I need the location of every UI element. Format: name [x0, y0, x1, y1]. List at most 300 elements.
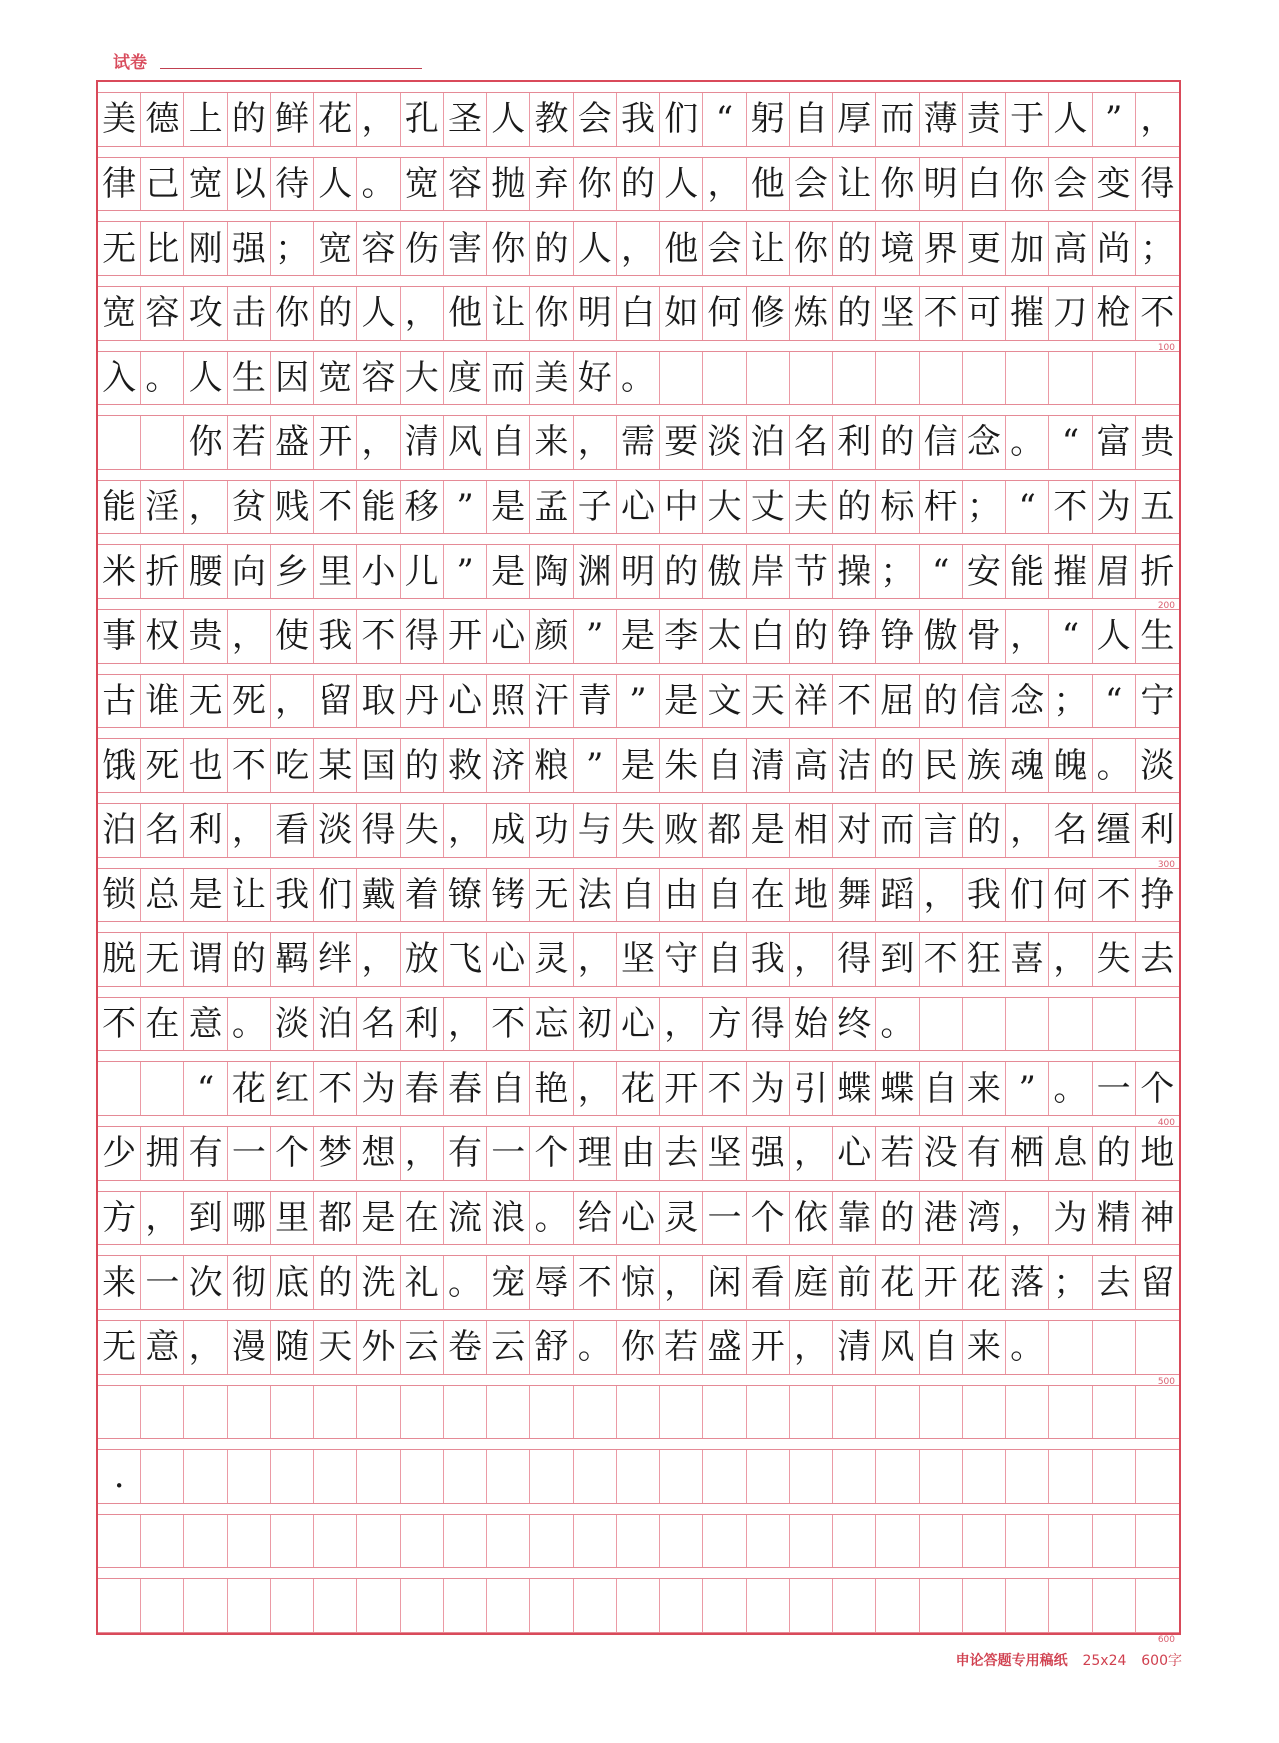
handwritten-char: 得 [1140, 163, 1175, 204]
handwritten-char: 青 [577, 680, 612, 721]
grid-cell [184, 222, 227, 275]
handwritten-char: 小 [361, 551, 396, 592]
handwritten-char: 的 [793, 616, 828, 657]
handwritten-char: 来 [966, 1327, 1001, 1368]
grid-cell [444, 1192, 487, 1245]
grid-cell [1093, 933, 1136, 986]
grid-cell [1136, 998, 1179, 1051]
grid-cell [487, 158, 530, 211]
handwritten-char: ” [1018, 1068, 1036, 1109]
grid-cell [790, 739, 833, 792]
grid-cell [703, 1321, 746, 1374]
handwritten-char: 自 [707, 874, 742, 915]
grid-cell [660, 352, 703, 405]
handwritten-char: ， [275, 680, 310, 721]
handwritten-char: 镣 [448, 874, 483, 915]
grid-cell [357, 675, 400, 728]
handwritten-char: 留 [1140, 1262, 1175, 1303]
handwritten-char: 无 [145, 939, 180, 980]
grid-cell [703, 481, 746, 534]
handwritten-char: 操 [837, 551, 872, 592]
handwritten-char: . [113, 1456, 125, 1497]
grid-cell [357, 1321, 400, 1374]
handwritten-char: 花 [966, 1262, 1001, 1303]
handwritten-char: 而 [880, 810, 915, 851]
handwritten-char: 。 [448, 1262, 483, 1303]
grid-cell [98, 352, 141, 405]
handwritten-char: 盛 [275, 422, 310, 463]
grid-cell [963, 675, 1006, 728]
handwritten-char: 来 [966, 1068, 1001, 1109]
grid-cell [963, 933, 1006, 986]
grid-cell [574, 416, 617, 469]
handwritten-char: 与 [577, 810, 612, 851]
grid-cell [963, 1515, 1006, 1568]
grid-cell [141, 416, 184, 469]
grid-cell [703, 1515, 746, 1568]
handwritten-char: 是 [491, 551, 526, 592]
handwritten-char: 。 [620, 357, 655, 398]
handwritten-char: 铮 [837, 616, 872, 657]
grid-cell [1049, 545, 1092, 598]
handwritten-char: 枪 [1096, 293, 1131, 334]
handwritten-char: ， [577, 1068, 612, 1109]
grid-cell [1093, 352, 1136, 405]
grid-cell [271, 739, 314, 792]
handwritten-char: 盛 [707, 1327, 742, 1368]
handwritten-char: 为 [750, 1068, 785, 1109]
grid-cell [660, 1386, 703, 1439]
grid-row [98, 544, 1179, 611]
handwritten-char: 来 [102, 1262, 137, 1303]
grid-cell [747, 1515, 790, 1568]
handwritten-char: 花 [620, 1068, 655, 1109]
grid-cell [141, 1386, 184, 1439]
handwritten-char: 尚 [1096, 228, 1131, 269]
handwritten-char: 宽 [404, 163, 439, 204]
handwritten-char: 美 [102, 99, 137, 140]
handwritten-char: 白 [750, 616, 785, 657]
grid-cell [963, 804, 1006, 857]
grid-cell [184, 610, 227, 663]
handwritten-char: 缰 [1096, 810, 1131, 851]
grid-cell [1093, 610, 1136, 663]
handwritten-char: 念 [966, 422, 1001, 463]
handwritten-char: 族 [966, 745, 1001, 786]
grid-cell [876, 1450, 919, 1503]
grid-cell [271, 1192, 314, 1245]
grid-cell [920, 416, 963, 469]
handwritten-char: 心 [620, 1197, 655, 1238]
handwritten-char: 于 [1010, 99, 1045, 140]
grid-cell [314, 610, 357, 663]
grid-cell [487, 1450, 530, 1503]
grid-cell [141, 933, 184, 986]
handwritten-char: 到 [880, 939, 915, 980]
handwritten-char: 会 [707, 228, 742, 269]
grid-cell [444, 610, 487, 663]
grid-cell [1136, 158, 1179, 211]
grid-cell [487, 352, 530, 405]
grid-cell [920, 158, 963, 211]
handwritten-char: 如 [664, 293, 699, 334]
grid-cell [487, 1515, 530, 1568]
grid-cell [963, 416, 1006, 469]
handwritten-char: 理 [577, 1133, 612, 1174]
handwritten-char: 折 [1140, 551, 1175, 592]
grid-cell [1006, 287, 1049, 340]
grid-cell [660, 222, 703, 275]
handwritten-char: 眉 [1096, 551, 1131, 592]
grid-cell [228, 158, 271, 211]
grid-cell [963, 1579, 1006, 1632]
grid-cell [228, 1321, 271, 1374]
grid-cell [228, 1386, 271, 1439]
grid-cell [920, 1256, 963, 1309]
grid-cell [530, 1192, 573, 1245]
grid-cell [271, 1321, 314, 1374]
handwritten-char: 总 [145, 874, 180, 915]
handwritten-char: 济 [491, 745, 526, 786]
grid-cell [617, 804, 660, 857]
handwritten-char: 某 [318, 745, 353, 786]
grid-cell [357, 352, 400, 405]
grid-cell [444, 222, 487, 275]
grid-cell [703, 1192, 746, 1245]
grid-cell [876, 675, 919, 728]
grid-cell [357, 610, 400, 663]
grid-cell [444, 1450, 487, 1503]
handwritten-char: 的 [318, 293, 353, 334]
grid-cell [876, 481, 919, 534]
grid-cell [703, 1062, 746, 1115]
handwritten-char: 没 [923, 1133, 958, 1174]
handwritten-char: 粮 [534, 745, 569, 786]
grid-cell [228, 998, 271, 1051]
grid-cell [530, 1579, 573, 1632]
grid-cell [444, 1515, 487, 1568]
grid-cell [1049, 1062, 1092, 1115]
grid-row [98, 415, 1179, 470]
handwritten-char: 淫 [145, 487, 180, 528]
grid-cell [228, 1256, 271, 1309]
handwritten-char: 朱 [664, 745, 699, 786]
handwritten-char: ； [275, 228, 310, 269]
grid-cell [574, 545, 617, 598]
grid-cell [660, 675, 703, 728]
handwritten-char: 孔 [404, 99, 439, 140]
grid-cell [876, 739, 919, 792]
grid-cell [876, 933, 919, 986]
grid-cell [1093, 1256, 1136, 1309]
handwritten-char: ； [1053, 680, 1088, 721]
grid-cell [444, 998, 487, 1051]
grid-cell [1136, 1579, 1179, 1632]
handwritten-char: 。 [361, 163, 396, 204]
handwritten-char: 杆 [923, 487, 958, 528]
grid-cell [617, 222, 660, 275]
grid-cell [833, 222, 876, 275]
handwritten-char: 更 [966, 228, 1001, 269]
grid-cell [98, 1515, 141, 1568]
grid-cell [184, 287, 227, 340]
grid-cell [1136, 545, 1179, 598]
grid-cell [1136, 1386, 1179, 1439]
grid-cell [98, 998, 141, 1051]
handwritten-char: 在 [145, 1004, 180, 1045]
handwritten-char: 自 [707, 939, 742, 980]
handwritten-char: 无 [102, 228, 137, 269]
handwritten-char: 们 [318, 874, 353, 915]
handwritten-char: 饿 [102, 745, 137, 786]
handwritten-char: 败 [664, 810, 699, 851]
grid-cell [141, 93, 184, 146]
grid-cell [271, 804, 314, 857]
grid-cell [141, 481, 184, 534]
grid-cell [920, 222, 963, 275]
handwritten-char: “ [1018, 487, 1036, 528]
handwritten-char: ； [966, 487, 1001, 528]
handwritten-char: 我 [318, 616, 353, 657]
handwritten-char: 丈 [750, 487, 785, 528]
grid-cell [833, 1515, 876, 1568]
grid-cell [1136, 610, 1179, 663]
handwritten-char: 浪 [491, 1197, 526, 1238]
handwritten-char: 利 [1140, 810, 1175, 851]
handwritten-char: 闲 [707, 1262, 742, 1303]
grid-cell [1049, 739, 1092, 792]
grid-cell [401, 1386, 444, 1439]
handwritten-char: 法 [577, 874, 612, 915]
handwritten-char: 湾 [966, 1197, 1001, 1238]
handwritten-char: 得 [750, 1004, 785, 1045]
grid-cell [703, 222, 746, 275]
grid-cell [1049, 1515, 1092, 1568]
grid-cell [1093, 93, 1136, 146]
handwritten-char: 是 [750, 810, 785, 851]
handwritten-char: 容 [361, 357, 396, 398]
grid-cell [660, 998, 703, 1051]
grid-cell [401, 998, 444, 1051]
handwritten-char: 民 [923, 745, 958, 786]
grid-cell [357, 1256, 400, 1309]
handwritten-char: 拥 [145, 1133, 180, 1174]
handwritten-char: 。 [1010, 1327, 1045, 1368]
grid-cell [1136, 869, 1179, 922]
handwritten-char: 贫 [231, 487, 266, 528]
grid-cell [833, 1321, 876, 1374]
grid-cell [1093, 1321, 1136, 1374]
handwritten-char: 魂 [1010, 745, 1045, 786]
grid-cell [271, 1062, 314, 1115]
grid-cell [228, 352, 271, 405]
grid-cell [574, 352, 617, 405]
grid-cell [228, 545, 271, 598]
grid-cell [747, 1321, 790, 1374]
grid-cell [1093, 1515, 1136, 1568]
grid-cell [530, 352, 573, 405]
grid-cell [617, 1515, 660, 1568]
grid-cell [617, 287, 660, 340]
grid-cell [876, 1062, 919, 1115]
grid-cell [963, 287, 1006, 340]
handwritten-char: 魄 [1053, 745, 1088, 786]
grid-cell [314, 352, 357, 405]
grid-cell [271, 545, 314, 598]
grid-row [98, 157, 1179, 212]
handwritten-char: ， [620, 228, 655, 269]
handwritten-char: 美 [534, 357, 569, 398]
handwritten-char: 使 [275, 616, 310, 657]
grid-cell [141, 1515, 184, 1568]
grid-cell [184, 933, 227, 986]
handwritten-char: 容 [361, 228, 396, 269]
handwritten-char: 因 [275, 357, 310, 398]
grid-cell [141, 804, 184, 857]
grid-cell [530, 1515, 573, 1568]
grid-cell [530, 93, 573, 146]
grid-cell [963, 1321, 1006, 1374]
grid-cell [876, 1192, 919, 1245]
handwritten-char: 你 [880, 163, 915, 204]
handwritten-char: 梦 [318, 1133, 353, 1174]
char-counter-label: 200 [1157, 601, 1175, 611]
grid-cell [184, 869, 227, 922]
grid-cell [357, 93, 400, 146]
handwritten-char: 自 [793, 99, 828, 140]
handwritten-char: 若 [664, 1327, 699, 1368]
grid-cell [660, 1192, 703, 1245]
handwritten-char: 谁 [145, 680, 180, 721]
handwritten-char: 不 [102, 1004, 137, 1045]
grid-cell [184, 1192, 227, 1245]
grid-cell [487, 416, 530, 469]
handwritten-char: 子 [577, 487, 612, 528]
handwritten-char: 开 [318, 422, 353, 463]
handwritten-char: 铐 [491, 874, 526, 915]
handwritten-char: 富 [1096, 422, 1131, 463]
grid-cell [1136, 1062, 1179, 1115]
grid-cell [703, 1386, 746, 1439]
grid-cell [1136, 1256, 1179, 1309]
handwritten-char: 死 [145, 745, 180, 786]
grid-cell [617, 93, 660, 146]
grid-cell [747, 481, 790, 534]
handwritten-char: 淡 [275, 1004, 310, 1045]
handwritten-char: 始 [793, 1004, 828, 1045]
grid-cell [271, 416, 314, 469]
grid-cell [314, 1515, 357, 1568]
grid-cell [141, 1450, 184, 1503]
grid-cell [574, 93, 617, 146]
handwritten-char: 人 [361, 293, 396, 334]
grid-cell [401, 1321, 444, 1374]
handwritten-char: 不 [1140, 293, 1175, 334]
grid-cell [1049, 158, 1092, 211]
grid-cell [141, 610, 184, 663]
handwritten-char: ” [586, 745, 604, 786]
grid-cell [487, 1579, 530, 1632]
grid-cell [790, 1321, 833, 1374]
handwritten-char: 宠 [491, 1262, 526, 1303]
grid-cell [314, 222, 357, 275]
handwritten-char: ， [1053, 939, 1088, 980]
grid-cell [401, 545, 444, 598]
grid-cell [228, 287, 271, 340]
grid-cell [228, 1579, 271, 1632]
grid-cell [98, 416, 141, 469]
grid-cell [747, 222, 790, 275]
grid-cell [1136, 739, 1179, 792]
grid-cell [617, 675, 660, 728]
grid-cell [790, 416, 833, 469]
handwritten-char: 高 [793, 745, 828, 786]
grid-cell [790, 1127, 833, 1180]
handwritten-char: 宽 [102, 293, 137, 334]
grid-cell [963, 545, 1006, 598]
char-counter-label: 400 [1157, 1118, 1175, 1128]
grid-cell [703, 1127, 746, 1180]
handwritten-char: 脱 [102, 939, 137, 980]
grid-cell [790, 545, 833, 598]
grid-cell [920, 93, 963, 146]
grid-cell [1006, 739, 1049, 792]
handwritten-char: 孟 [534, 487, 569, 528]
grid-cell [876, 1515, 919, 1568]
grid-cell [357, 933, 400, 986]
handwritten-char: 前 [837, 1262, 872, 1303]
handwritten-char: 大 [404, 357, 439, 398]
handwritten-char: 名 [1053, 810, 1088, 851]
handwritten-char: 的 [620, 163, 655, 204]
handwritten-char: 会 [1053, 163, 1088, 204]
handwritten-char: 好 [577, 357, 612, 398]
grid-cell [98, 739, 141, 792]
handwritten-char: 容 [145, 293, 180, 334]
handwritten-char: 是 [361, 1197, 396, 1238]
handwritten-char: 个 [1140, 1068, 1175, 1109]
grid-cell [98, 1321, 141, 1374]
handwritten-char: 人 [318, 163, 353, 204]
handwritten-char: 人 [1053, 99, 1088, 140]
handwritten-char: 名 [145, 810, 180, 851]
grid-cell [1006, 933, 1049, 986]
handwritten-char: 薄 [923, 99, 958, 140]
handwritten-char: “ [1104, 680, 1123, 721]
grid-cell [1136, 352, 1179, 405]
handwritten-char: ， [404, 1133, 439, 1174]
grid-cell [184, 1579, 227, 1632]
grid-cell [444, 1386, 487, 1439]
handwritten-char: 祥 [793, 680, 828, 721]
grid-cell [401, 222, 444, 275]
handwritten-char: 云 [491, 1327, 526, 1368]
grid-cell [1006, 1192, 1049, 1245]
grid-cell [1136, 1192, 1179, 1245]
handwritten-char: 一 [707, 1197, 742, 1238]
handwritten-char: 责 [966, 99, 1001, 140]
grid-cell [487, 222, 530, 275]
handwritten-char: 。 [1010, 422, 1045, 463]
grid-cell [1049, 352, 1092, 405]
handwritten-char: 境 [880, 228, 915, 269]
grid-cell [314, 998, 357, 1051]
grid-cell [401, 416, 444, 469]
handwritten-char: 自 [491, 1068, 526, 1109]
grid-cell [1136, 933, 1179, 986]
grid-cell [530, 1450, 573, 1503]
grid-row [98, 1061, 1179, 1128]
